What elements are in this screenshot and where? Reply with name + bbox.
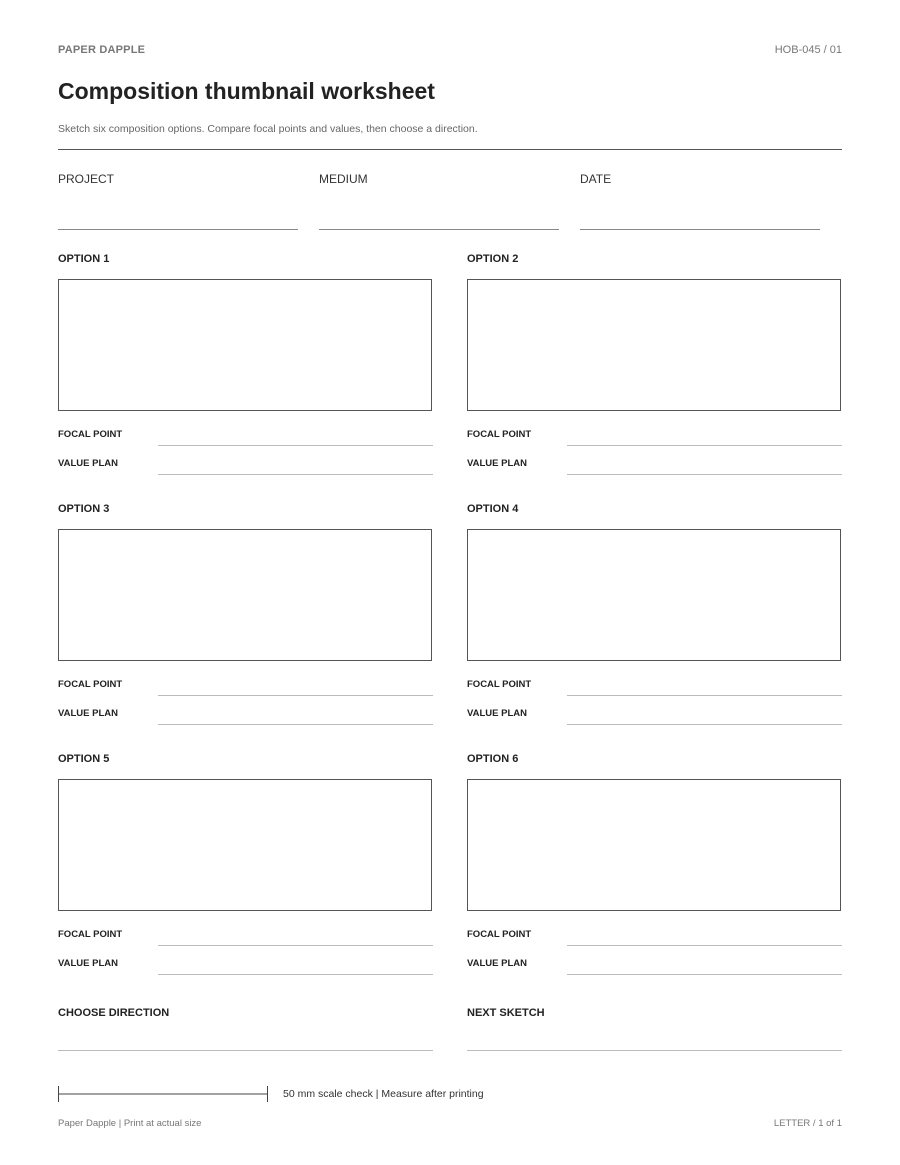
footer-right: LETTER / 1 of 1: [773, 1118, 842, 1129]
option-5-sketch-box[interactable]: [58, 779, 432, 911]
header-divider: [58, 149, 842, 150]
option-1-sketch-box[interactable]: [58, 279, 432, 411]
option-2-value-line[interactable]: [567, 474, 842, 475]
medium-label: MEDIUM: [319, 172, 368, 186]
option-3-focal-label: FOCAL POINT: [58, 679, 123, 690]
option-4-focal-line[interactable]: [567, 695, 842, 696]
option-2-title: OPTION 2: [467, 253, 519, 265]
option-6-title: OPTION 6: [467, 753, 519, 765]
option-1-focal-label: FOCAL POINT: [58, 429, 123, 440]
footer-left: Paper Dapple | Print at actual size: [58, 1118, 202, 1129]
option-1-value-line[interactable]: [158, 474, 433, 475]
option-6-sketch-box[interactable]: [467, 779, 841, 911]
option-4-title: OPTION 4: [467, 503, 519, 515]
option-6-focal-line[interactable]: [567, 945, 842, 946]
page-title: Composition thumbnail worksheet: [58, 78, 435, 104]
option-5-focal-label: FOCAL POINT: [58, 929, 123, 940]
option-3-title: OPTION 3: [58, 503, 110, 515]
scale-check-text: 50 mm scale check | Measure after printing: [283, 1088, 484, 1100]
option-6-value-label: VALUE PLAN: [467, 958, 527, 969]
date-field-line[interactable]: [580, 229, 820, 230]
brand-name: PAPER DAPPLE: [58, 44, 146, 56]
option-4-value-label: VALUE PLAN: [467, 708, 527, 719]
option-6-focal-label: FOCAL POINT: [467, 929, 532, 940]
next-sketch-line[interactable]: [467, 1050, 842, 1051]
option-2-focal-line[interactable]: [567, 445, 842, 446]
date-label: DATE: [580, 172, 612, 186]
option-4-value-line[interactable]: [567, 724, 842, 725]
scale-bar-icon: [58, 1085, 268, 1103]
option-6-value-line[interactable]: [567, 974, 842, 975]
option-3-sketch-box[interactable]: [58, 529, 432, 661]
option-4-focal-label: FOCAL POINT: [467, 679, 532, 690]
option-5-value-label: VALUE PLAN: [58, 958, 118, 969]
option-5-value-line[interactable]: [158, 974, 433, 975]
option-1-title: OPTION 1: [58, 253, 110, 265]
choose-direction-line[interactable]: [58, 1050, 433, 1051]
option-3-value-label: VALUE PLAN: [58, 708, 118, 719]
option-5-title: OPTION 5: [58, 753, 110, 765]
page-subtitle: Sketch six composition options. Compare focal points and values, then choose a direction.: [58, 123, 478, 135]
option-3-focal-line[interactable]: [158, 695, 433, 696]
document-id: HOB-045 / 01: [774, 44, 842, 56]
project-label: PROJECT: [58, 172, 115, 186]
option-2-focal-label: FOCAL POINT: [467, 429, 532, 440]
option-2-sketch-box[interactable]: [467, 279, 841, 411]
choose-direction-label: CHOOSE DIRECTION: [58, 1007, 170, 1019]
next-sketch-label: NEXT SKETCH: [467, 1007, 545, 1019]
option-5-focal-line[interactable]: [158, 945, 433, 946]
option-1-focal-line[interactable]: [158, 445, 433, 446]
project-field-line[interactable]: [58, 229, 298, 230]
option-1-value-label: VALUE PLAN: [58, 458, 118, 469]
option-3-value-line[interactable]: [158, 724, 433, 725]
option-4-sketch-box[interactable]: [467, 529, 841, 661]
medium-field-line[interactable]: [319, 229, 559, 230]
option-2-value-label: VALUE PLAN: [467, 458, 527, 469]
